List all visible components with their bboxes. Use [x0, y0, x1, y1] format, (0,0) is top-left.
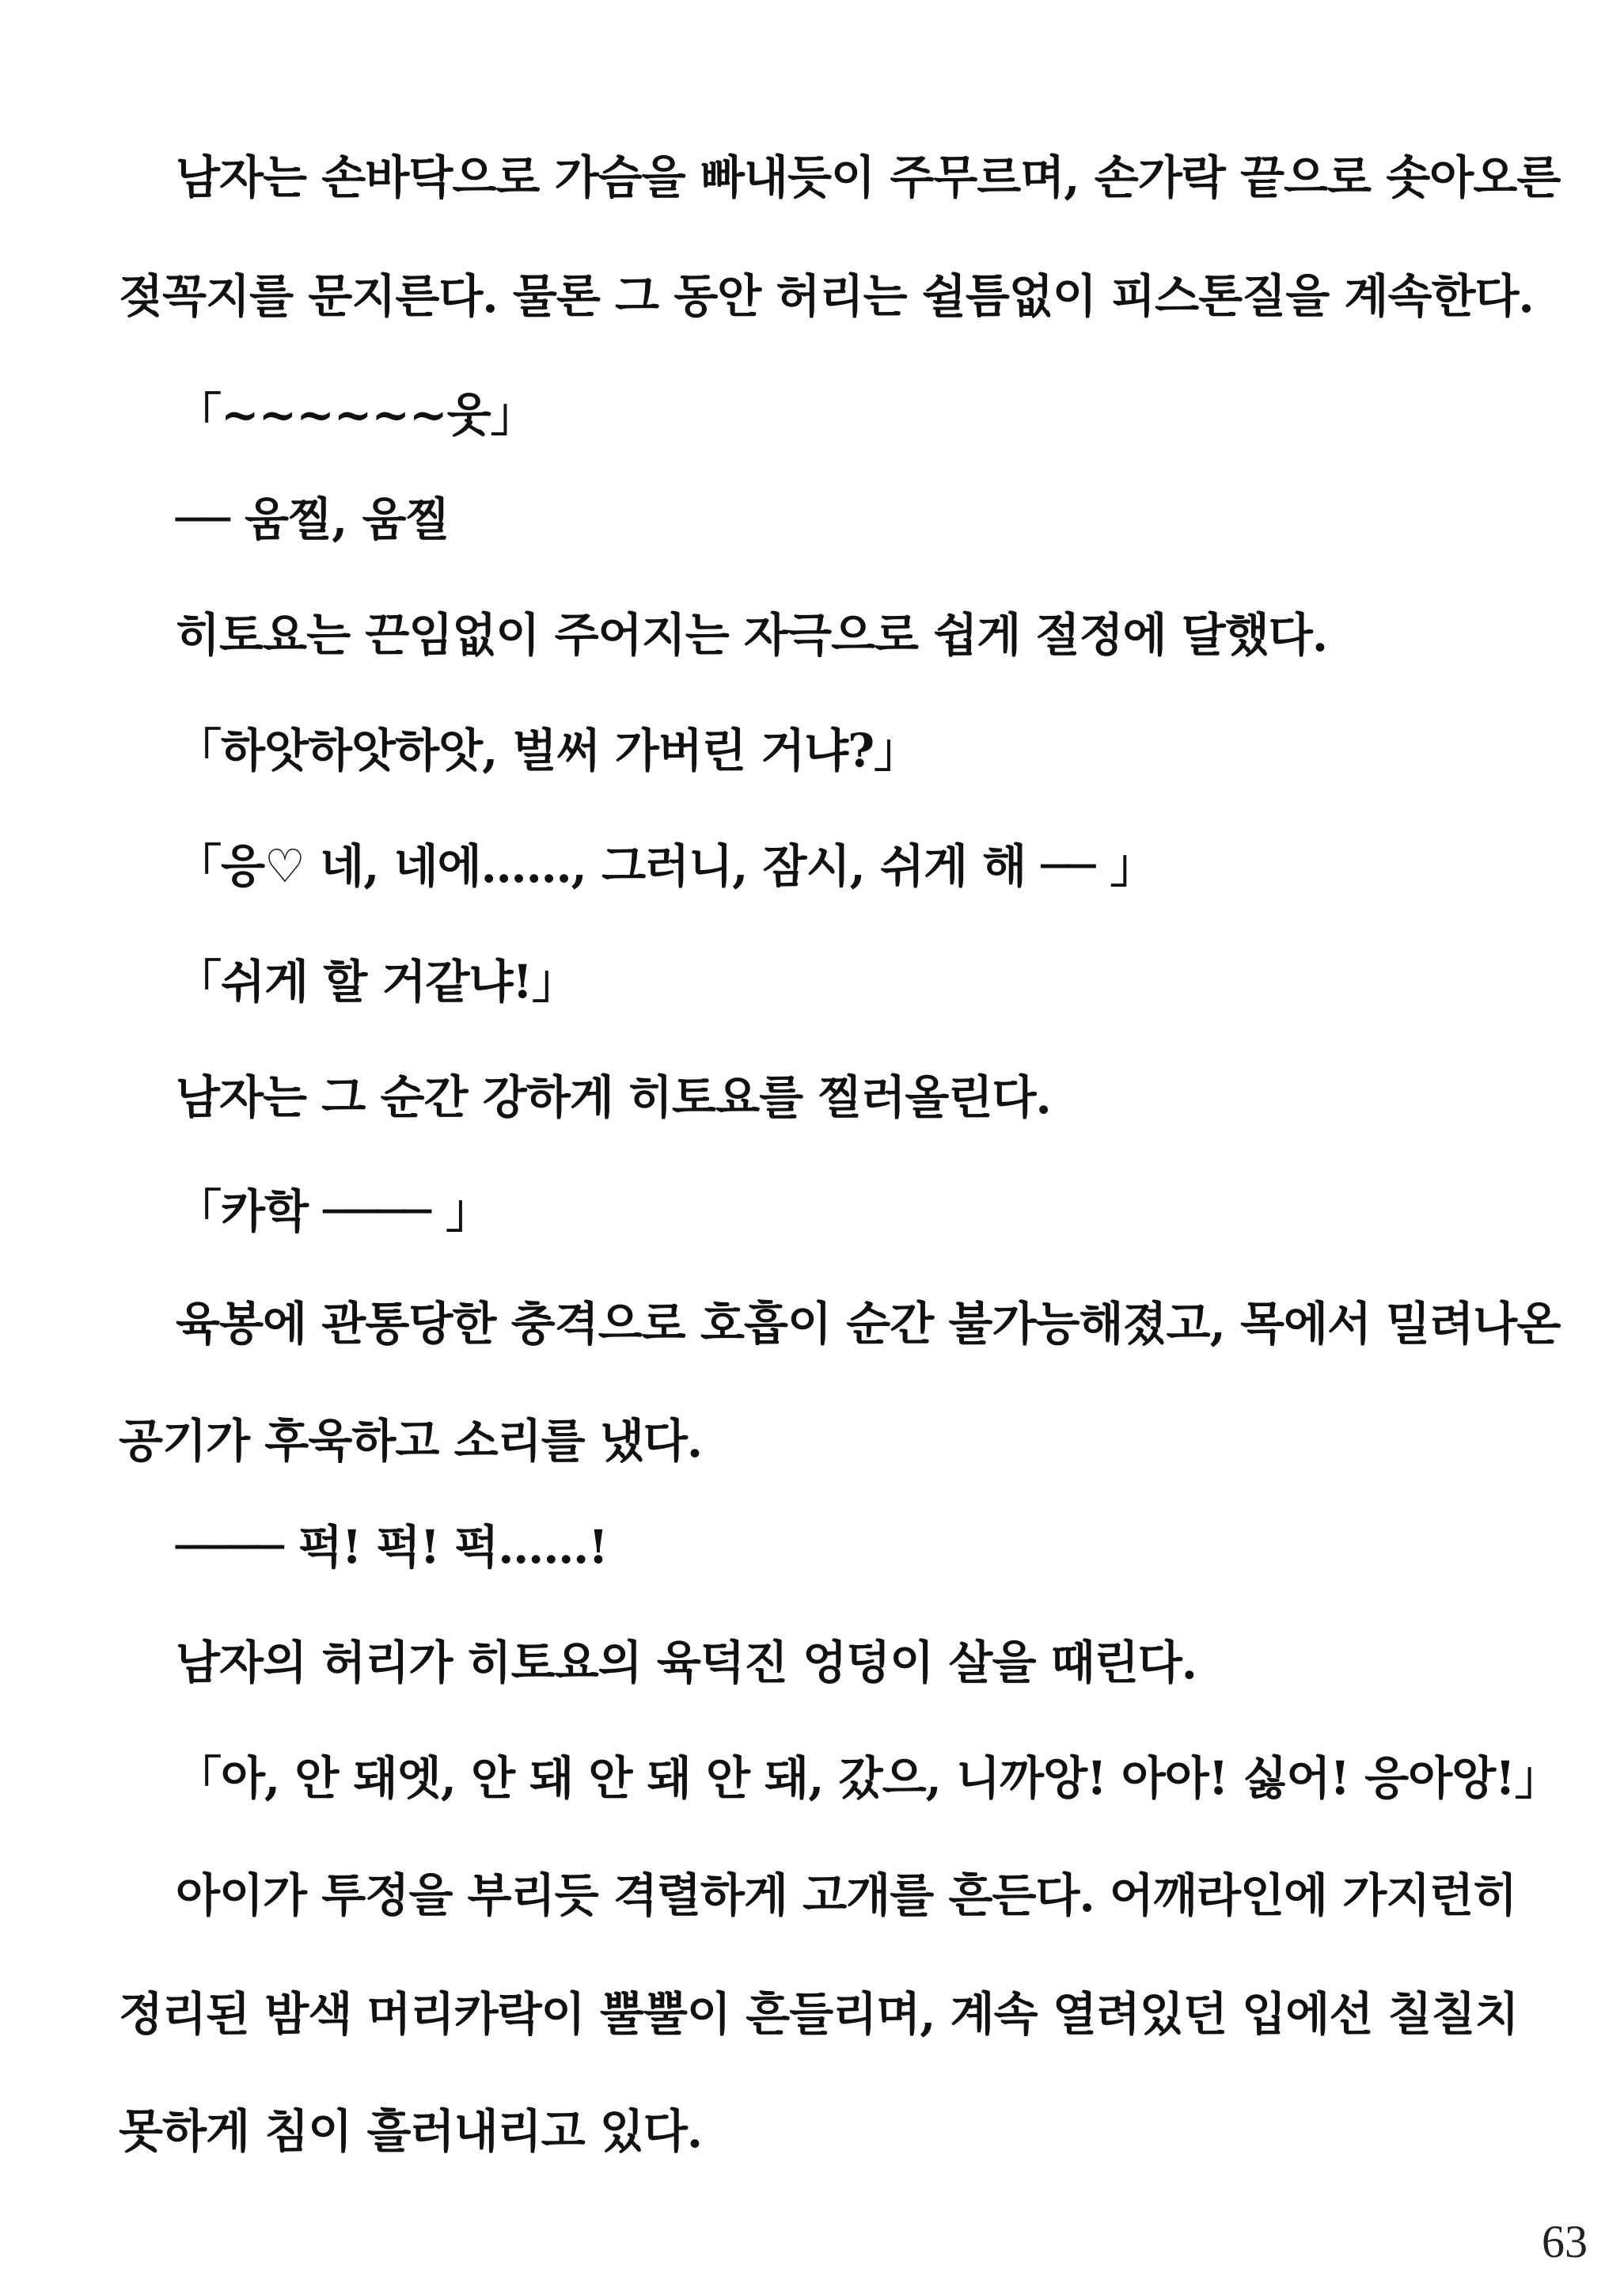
sound-effect-line: ──── 퍽! 퍽! 퍽……!	[176, 1520, 608, 1574]
dialogue-line: 「카학 ──── 」	[176, 1184, 491, 1238]
text-line: 못하게 침이 흘러내리고 있다.	[119, 2104, 703, 2158]
text-line: 젖꼭지를 문지른다. 물론 그 동안 허리는 쉴틈없이 피스톤질을 계속한다.	[119, 269, 1534, 323]
page-number: 63	[1542, 2216, 1588, 2267]
dialogue-line: 「하앗하앗하앗, 벌써 가버린 거냐?」	[176, 724, 920, 777]
text-line: 남자는 그 순간 강하게 히토요를 찔러올린다.	[176, 1070, 1051, 1124]
text-line: 정리된 밤색 머리카락이 뿔뿔이 흔들리며, 계속 열려있던 입에선 칠칠치	[119, 1987, 1519, 2041]
dialogue-line: 「쉬게 할 거같냐!」	[176, 955, 578, 1009]
text-line: 아이가 투정을 부리듯 격렬하게 고개를 흔든다. 어깨라인에 가지런히	[176, 1868, 1517, 1922]
sound-effect-line: ── 움찔, 움찔	[176, 492, 450, 546]
text-line: 남자의 허리가 히토요의 육덕진 엉덩이 살을 때린다.	[176, 1636, 1197, 1689]
dialogue-line: 「응♡ 네, 네에……, 그러니, 잠시, 쉬게 해 ── 」	[176, 839, 1155, 893]
dialogue-line: 「~~~~~~웃」	[176, 388, 536, 442]
text-line: 육봉에 관통당한 충격으로 호흡이 순간 불가능해졌고, 목에서 밀려나온	[176, 1297, 1561, 1351]
dialogue-line: 「아, 안 돼엣, 안 돼 안 돼 안 돼, 갔으, 니까앙! 아아! 싫어! 응아앙!」	[176, 1751, 1560, 1805]
text-line: 남자는 손바닥으로 가슴을 빠내듯이 주무르며, 손가락 끝으로 솟아오른	[176, 150, 1561, 204]
text-line: 히토요는 끈임없이 주어지는 자극으로 쉽게 절정에 달했다.	[176, 608, 1328, 662]
text-line: 공기가 후욱하고 소리를 냈다.	[119, 1414, 703, 1468]
